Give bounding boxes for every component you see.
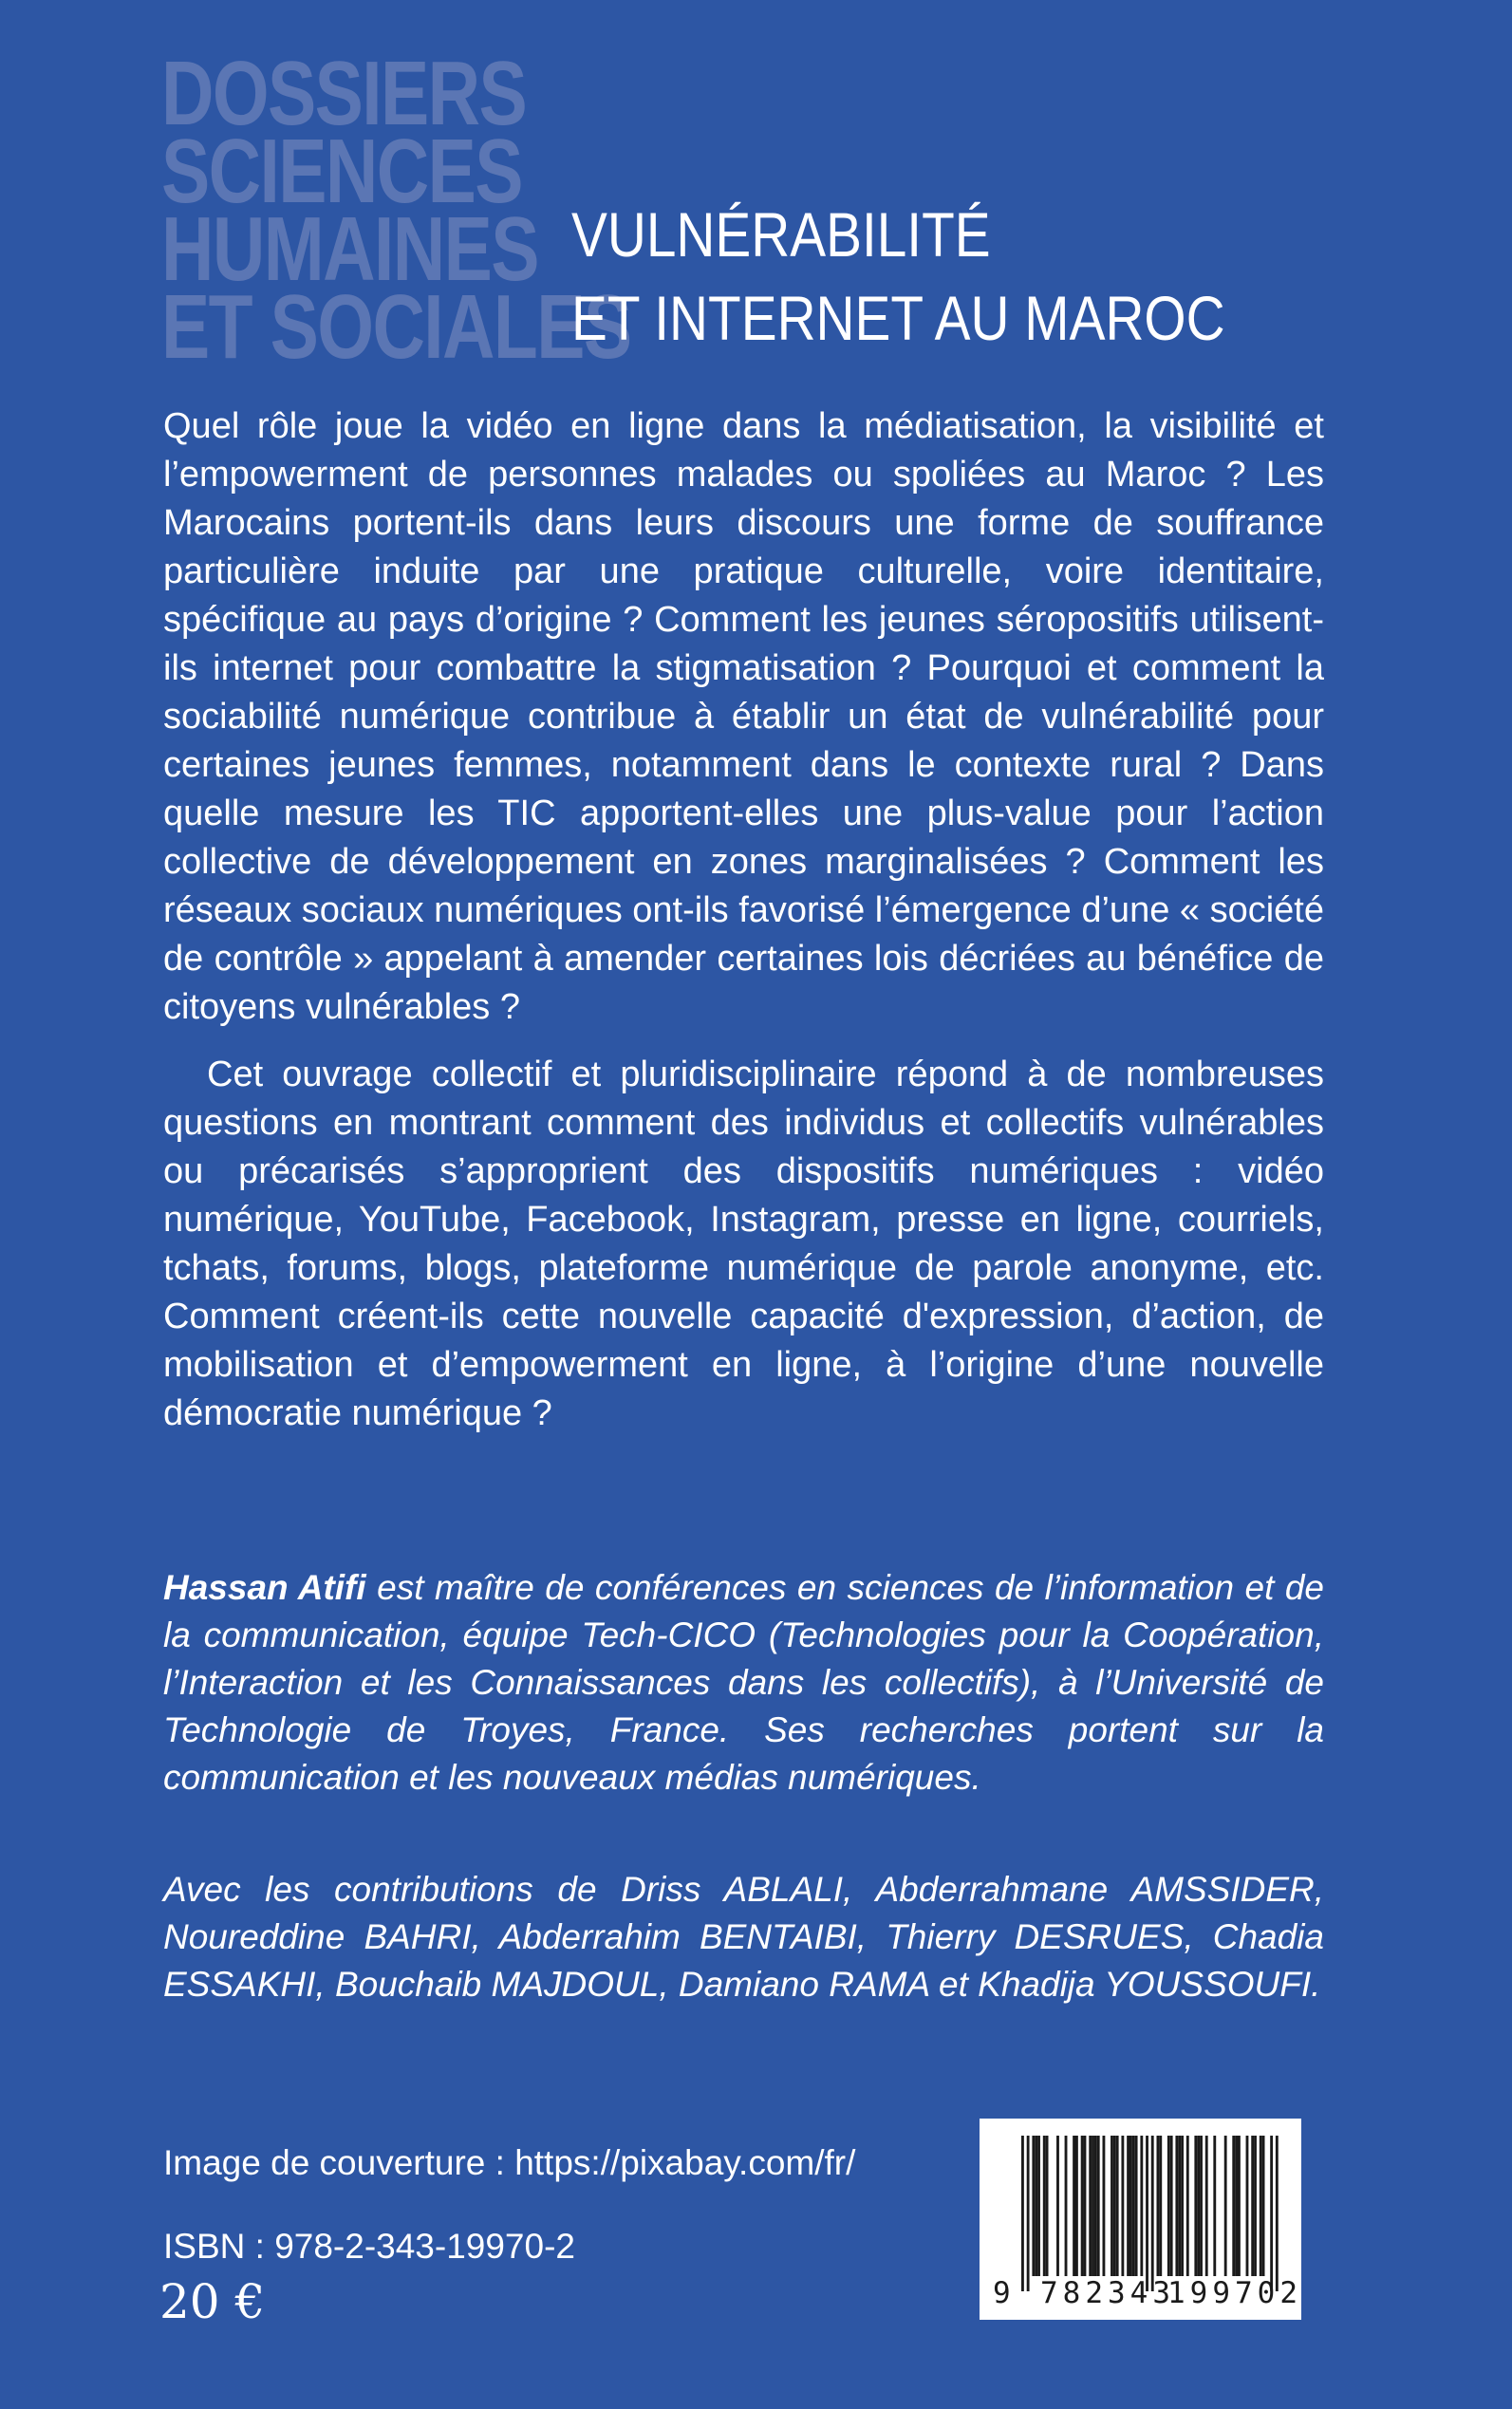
contributors: Avec les contributions de Driss ABLALI, Abderrahmane AMSSIDER, Noureddine BAHRI, Abderrahim BENTAIBI, Thierry DESRUES, Chadia ESSAKHI, Bouchaib MAJDOUL, Damiano RAMA et Khadija YOUSSOUFI. (163, 1870, 1324, 2004)
isbn: ISBN : 978-2-343-19970-2 (163, 2227, 575, 2266)
book-title (571, 193, 1225, 360)
author-name: Hassan Atifi (163, 1568, 366, 1607)
series-watermark-line: ET SOCIALES (161, 276, 631, 378)
series-watermark-line: HUMAINES (161, 198, 538, 300)
barcode-digits-left: 782343 (1040, 2276, 1175, 2310)
barcode-panel (980, 2119, 1301, 2320)
series-watermark-line: DOSSIERS (161, 43, 527, 144)
book-title-line: VULNÉRABILITÉ (571, 199, 991, 270)
book-title-line: ET INTERNET AU MAROC (571, 283, 1225, 353)
author-bio-text: est maître de conférences en sciences de l’information et de la communication, équipe Tech-CICO (Technologies pour la Coopération, l’Interaction et les Connaissances dans les collectifs), à l’Université de Technologie de Troyes, France. Ses recherches portent sur la communication et les nouveaux médias numériques. (163, 1568, 1324, 1797)
price: 20 € (159, 2274, 266, 2329)
cover-image-credit: Image de couverture : https://pixabay.com/fr/ (163, 2143, 856, 2182)
synopsis-paragraph-1: Quel rôle joue la vidéo en ligne dans la médiatisation, la visibilité et l’empowerment de personnes malades ou spoliées au Maroc ? Les Marocains portent-ils dans leurs discours une forme de souffrance particulière induite par une pratique culturelle, voire identitaire, spécifique au pays d’origine ? Comment les jeunes séropositifs utilisent-ils internet pour combattre la stigmatisation ? Pourquoi et comment la sociabilité numérique contribue à établir un état de vulnérabilité pour certaines jeunes femmes, notamment dans le contexte rural ? Dans quelle mesure les TIC apportent-elles une plus-value pour l’action collective de développement en zones marginalisées ? Comment les réseaux sociaux numériques ont-ils favorisé l’émergence d’une « société de contrôle » appelant à amender certaines lois décriées au bénéfice de citoyens vulnérables ? (163, 406, 1324, 1027)
synopsis-paragraph-2: Cet ouvrage collectif et pluridisciplinaire répond à de nombreuses questions en montrant comment des individus et collectifs vulnérables ou précarisés s’approprient des dispositifs numériques : vidéo numérique, YouTube, Facebook, Instagram, presse en ligne, courriels, tchats, forums, blogs, plateforme numérique de parole anonyme, etc. Comment créent-ils cette nouvelle capacité d'expression, d’action, de mobilisation et d’empowerment en ligne, à l’origine d’une nouvelle démocratie numérique ? (163, 1055, 1324, 1433)
series-watermark (161, 43, 631, 378)
synopsis (163, 402, 1324, 1438)
series-watermark-line: SCIENCES (161, 121, 522, 222)
barcode-digits-right: 199702 (1167, 2276, 1302, 2310)
barcode-number (980, 2119, 1301, 2320)
barcode-digit-first: 9 (993, 2276, 1016, 2310)
author-bio (163, 1564, 1324, 1802)
